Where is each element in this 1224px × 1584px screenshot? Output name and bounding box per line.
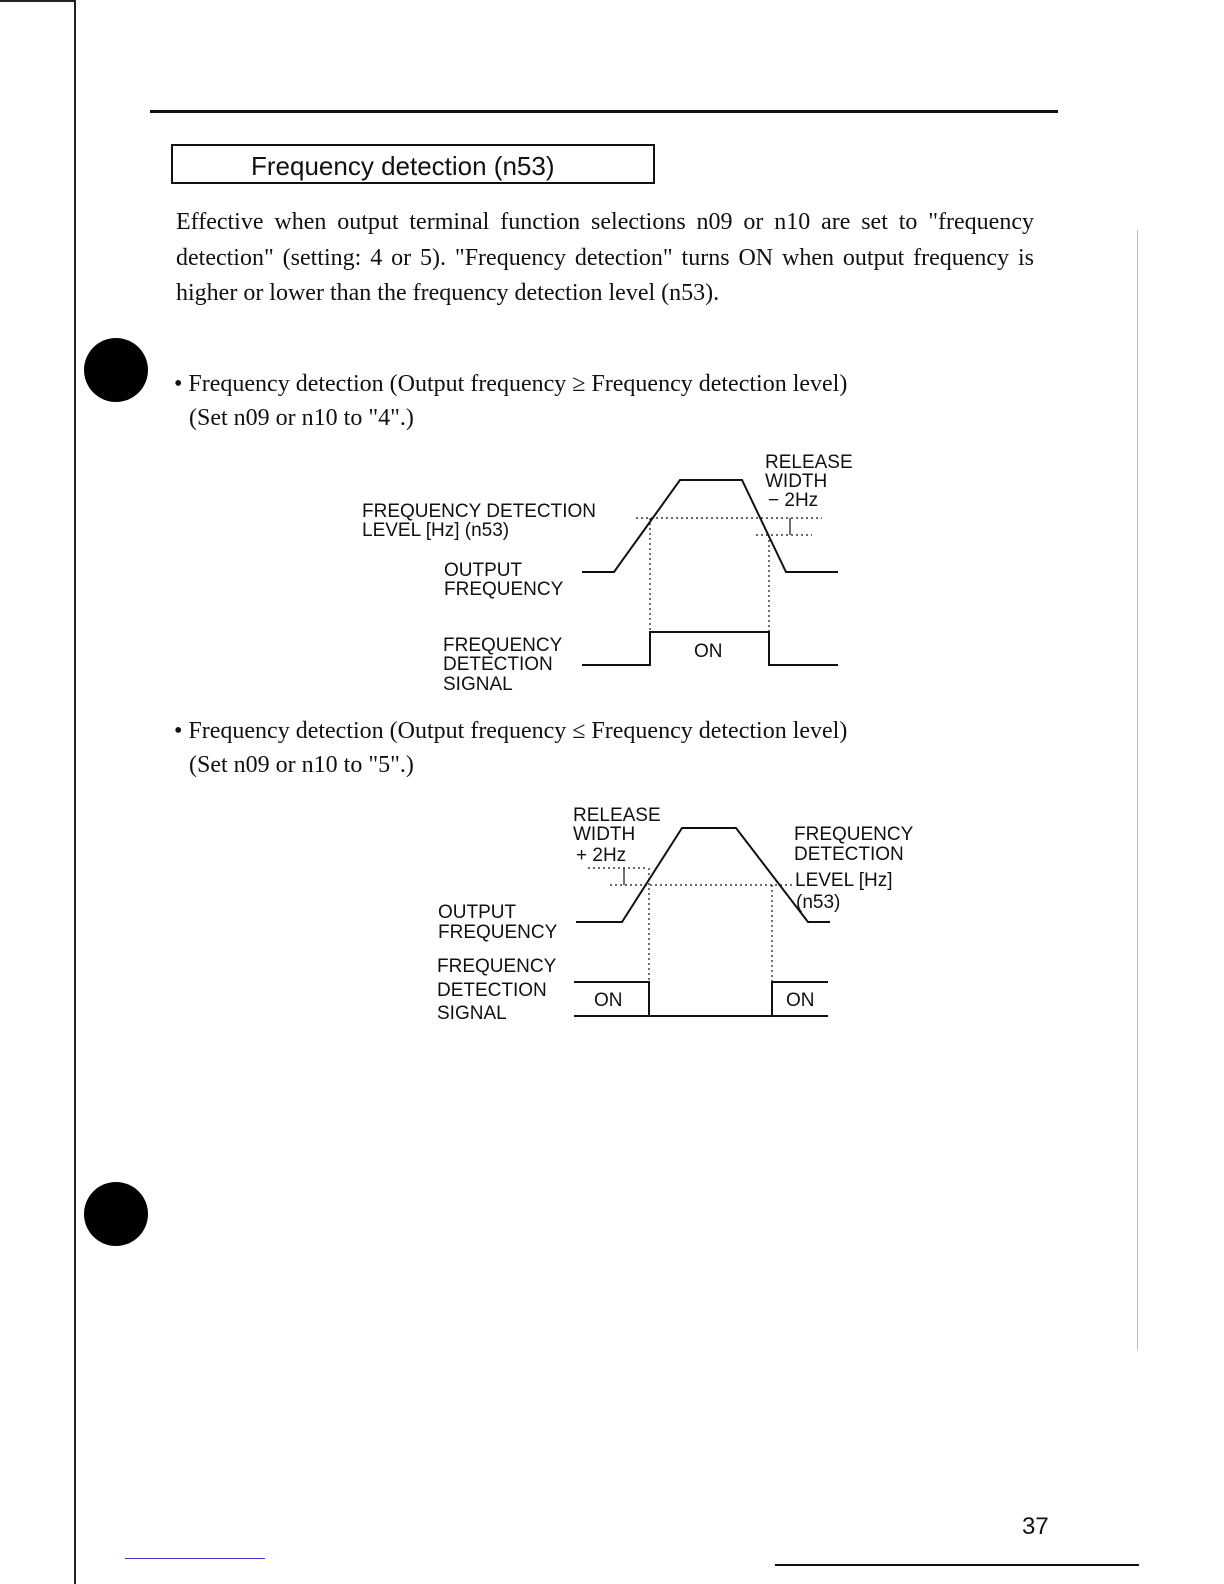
case1-bullet-text: • Frequency detection (Output frequency ≥ Frequency detection level) — [174, 371, 848, 397]
diagram2-level-label-4: (n53) — [796, 892, 841, 913]
diagram2-release-value: + 2Hz — [576, 845, 627, 866]
intro-paragraph: Effective when output terminal function selections n09 or n10 are set to "frequency detection" (setting: 4 or 5). "Frequency detection" turns ON when output frequency is higher or lower than the frequency detection level (n53). — [176, 209, 1034, 306]
diagram1-release-label-1: RELEASE — [765, 452, 853, 473]
diagram1-level-label-1: FREQUENCY DETECTION — [362, 501, 597, 522]
diagram1-level-label-2: LEVEL [Hz] (n53) — [362, 520, 510, 541]
case1-setting-text: (Set n09 or n10 to "4".) — [189, 405, 414, 431]
diagram2-level-label-3: LEVEL [Hz] — [795, 870, 893, 891]
case2-bullet-text: • Frequency detection (Output frequency ≤ Frequency detection level) — [174, 718, 848, 744]
diagram1-signal-label-2: DETECTION — [443, 654, 553, 675]
case2-setting-text: (Set n09 or n10 to "5".) — [189, 752, 414, 778]
diagram1-output-label-1: OUTPUT — [444, 560, 523, 581]
footer-left-mark — [125, 1558, 265, 1559]
page-number: 37 — [1022, 1513, 1049, 1540]
diagram1-release-value: − 2Hz — [768, 490, 819, 511]
diagram2-level-label-2: DETECTION — [794, 844, 904, 865]
diagram2-level-label-1: FREQUENCY — [794, 824, 914, 845]
diagram2-signal-label-3: SIGNAL — [437, 1003, 507, 1024]
diagram2-on-label-right: ON — [786, 990, 815, 1011]
diagram2-on-label-left: ON — [594, 990, 623, 1011]
footer-rule — [775, 1564, 1139, 1566]
diagram1-signal-label-3: SIGNAL — [443, 674, 513, 695]
diagram2-release-label-2: WIDTH — [573, 824, 636, 845]
diagram1-signal-label-1: FREQUENCY — [443, 635, 563, 656]
diagram2-output-label-1: OUTPUT — [438, 902, 517, 923]
diagram2-output-label-2: FREQUENCY — [438, 922, 558, 943]
diagram-1-labels — [362, 452, 853, 695]
diagram2-signal-label-2: DETECTION — [437, 980, 547, 1001]
section-title: Frequency detection (n53) — [251, 151, 555, 181]
diagram1-release-label-2: WIDTH — [765, 471, 828, 492]
diagram2-signal-label-1: FREQUENCY — [437, 956, 557, 977]
diagram2-release-label-1: RELEASE — [573, 805, 661, 826]
diagram1-on-label: ON — [694, 641, 723, 662]
diagram1-output-label-2: FREQUENCY — [444, 579, 564, 600]
